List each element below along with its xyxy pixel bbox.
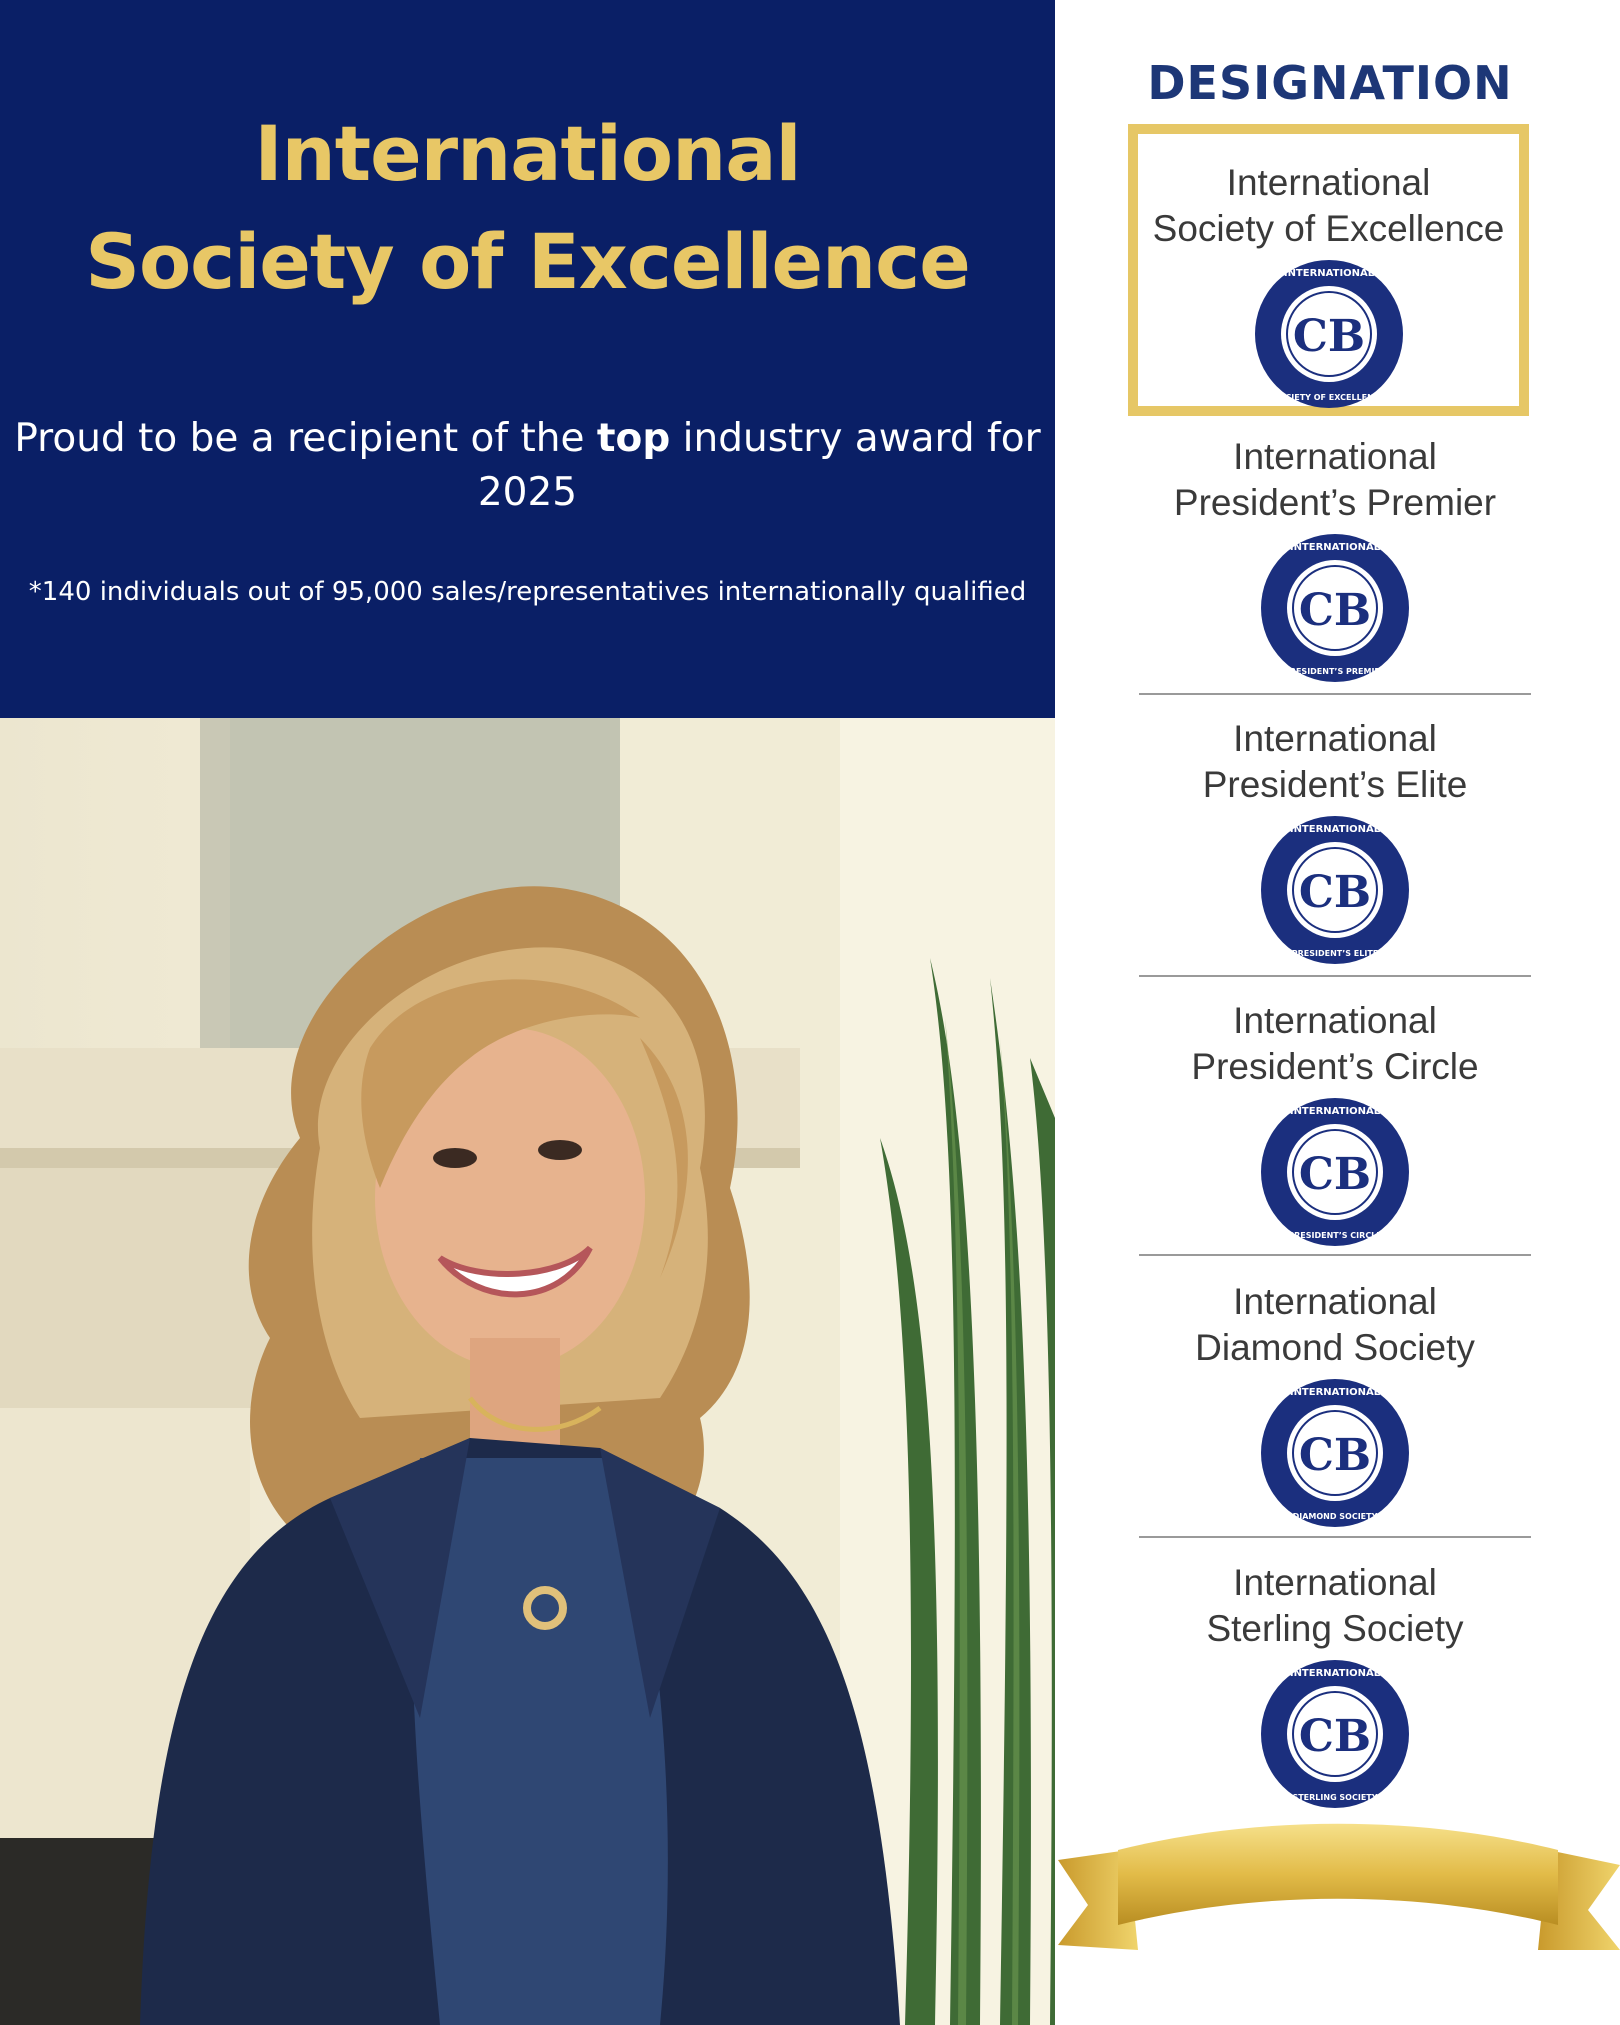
hero-panel bbox=[0, 0, 1055, 718]
seal-top-text: INTERNATIONAL bbox=[1283, 268, 1374, 279]
designation-label bbox=[1139, 998, 1531, 1090]
excellence-seal-icon bbox=[1253, 258, 1405, 410]
designation-label-line-1: International bbox=[1233, 1281, 1437, 1322]
seal-logo: CB bbox=[1298, 1149, 1372, 1200]
designation-label-line-2: Sterling Society bbox=[1206, 1608, 1464, 1649]
seal-logo: CB bbox=[1298, 867, 1372, 918]
seal-logo: CB bbox=[1292, 311, 1365, 362]
designation-divider bbox=[1139, 1536, 1531, 1538]
seal-top-text: INTERNATIONAL bbox=[1289, 1106, 1381, 1117]
page-title bbox=[0, 100, 1055, 316]
seal-top-text: INTERNATIONAL bbox=[1289, 542, 1381, 553]
seal-top-text: INTERNATIONAL bbox=[1289, 1668, 1381, 1679]
designation-label-line-1: International bbox=[1233, 436, 1437, 477]
designation-label-line-2: Society of Excellence bbox=[1152, 208, 1505, 249]
designation-presidents-elite bbox=[1139, 716, 1531, 966]
seal-bottom-text: PRESIDENT’S PREMIER bbox=[1283, 667, 1387, 676]
qualification-footnote: *140 individuals out of 95,000 sales/representatives internationally qualified bbox=[28, 577, 1027, 607]
premier-seal-icon bbox=[1259, 532, 1411, 684]
subtitle-text-before: Proud to be a recipient of the bbox=[14, 416, 597, 461]
designation-label-line-2: President’s Premier bbox=[1173, 482, 1497, 523]
designation-label-line-1: International bbox=[1233, 1000, 1437, 1041]
designation-label-line-2: President’s Elite bbox=[1202, 764, 1468, 805]
seal-bottom-text: DIAMOND SOCIETY bbox=[1292, 1512, 1378, 1521]
agent-portrait-photo bbox=[0, 718, 1055, 2025]
designation-society-of-excellence bbox=[1128, 124, 1529, 416]
designation-label-line-1: International bbox=[1226, 162, 1431, 203]
seal-logo: CB bbox=[1298, 1711, 1372, 1762]
designation-divider bbox=[1139, 975, 1531, 977]
designation-sterling-society bbox=[1139, 1560, 1531, 1810]
designation-label-line-1: International bbox=[1233, 718, 1437, 759]
designation-label bbox=[1139, 1279, 1531, 1371]
seal-bottom-text: PRESIDENT’S CIRCLE bbox=[1288, 1231, 1382, 1240]
seal-logo: CB bbox=[1298, 1430, 1372, 1481]
designation-divider bbox=[1139, 693, 1531, 695]
designation-label-line-2: Diamond Society bbox=[1195, 1327, 1475, 1368]
subtitle-text-after: industry award for 2025 bbox=[477, 416, 1041, 515]
gold-ribbon-banner bbox=[1058, 1810, 1620, 1960]
seal-logo: CB bbox=[1298, 585, 1372, 636]
seal-bottom-text: STERLING SOCIETY bbox=[1292, 1793, 1378, 1802]
seal-bottom-text: SOCIETY OF EXCELLENCE bbox=[1272, 393, 1385, 402]
designation-label-line-1: International bbox=[1233, 1562, 1437, 1603]
diamond-seal-icon bbox=[1259, 1377, 1411, 1529]
designation-presidents-circle bbox=[1139, 998, 1531, 1248]
elite-seal-icon bbox=[1259, 814, 1411, 966]
designation-heading: DESIGNATION bbox=[1147, 56, 1513, 110]
designation-label bbox=[1139, 716, 1531, 808]
designation-divider bbox=[1139, 1254, 1531, 1256]
title-line-2: Society of Excellence bbox=[85, 217, 970, 306]
designation-label bbox=[1139, 434, 1531, 526]
designation-diamond-society bbox=[1139, 1279, 1531, 1529]
seal-top-text: INTERNATIONAL bbox=[1289, 1387, 1381, 1398]
seal-top-text: INTERNATIONAL bbox=[1289, 824, 1381, 835]
seal-bottom-text: PRESIDENT’S ELITE bbox=[1291, 949, 1379, 958]
sterling-seal-icon bbox=[1259, 1658, 1411, 1810]
title-line-1: International bbox=[254, 109, 801, 198]
circle-seal-icon bbox=[1259, 1096, 1411, 1248]
designation-label-line-2: President’s Circle bbox=[1191, 1046, 1479, 1087]
designation-presidents-premier bbox=[1139, 434, 1531, 684]
subtitle-emphasis: top bbox=[596, 416, 671, 461]
portrait-illustration bbox=[0, 718, 1055, 2025]
award-subtitle bbox=[10, 412, 1045, 520]
designation-label bbox=[1138, 160, 1519, 252]
designation-label bbox=[1139, 1560, 1531, 1652]
